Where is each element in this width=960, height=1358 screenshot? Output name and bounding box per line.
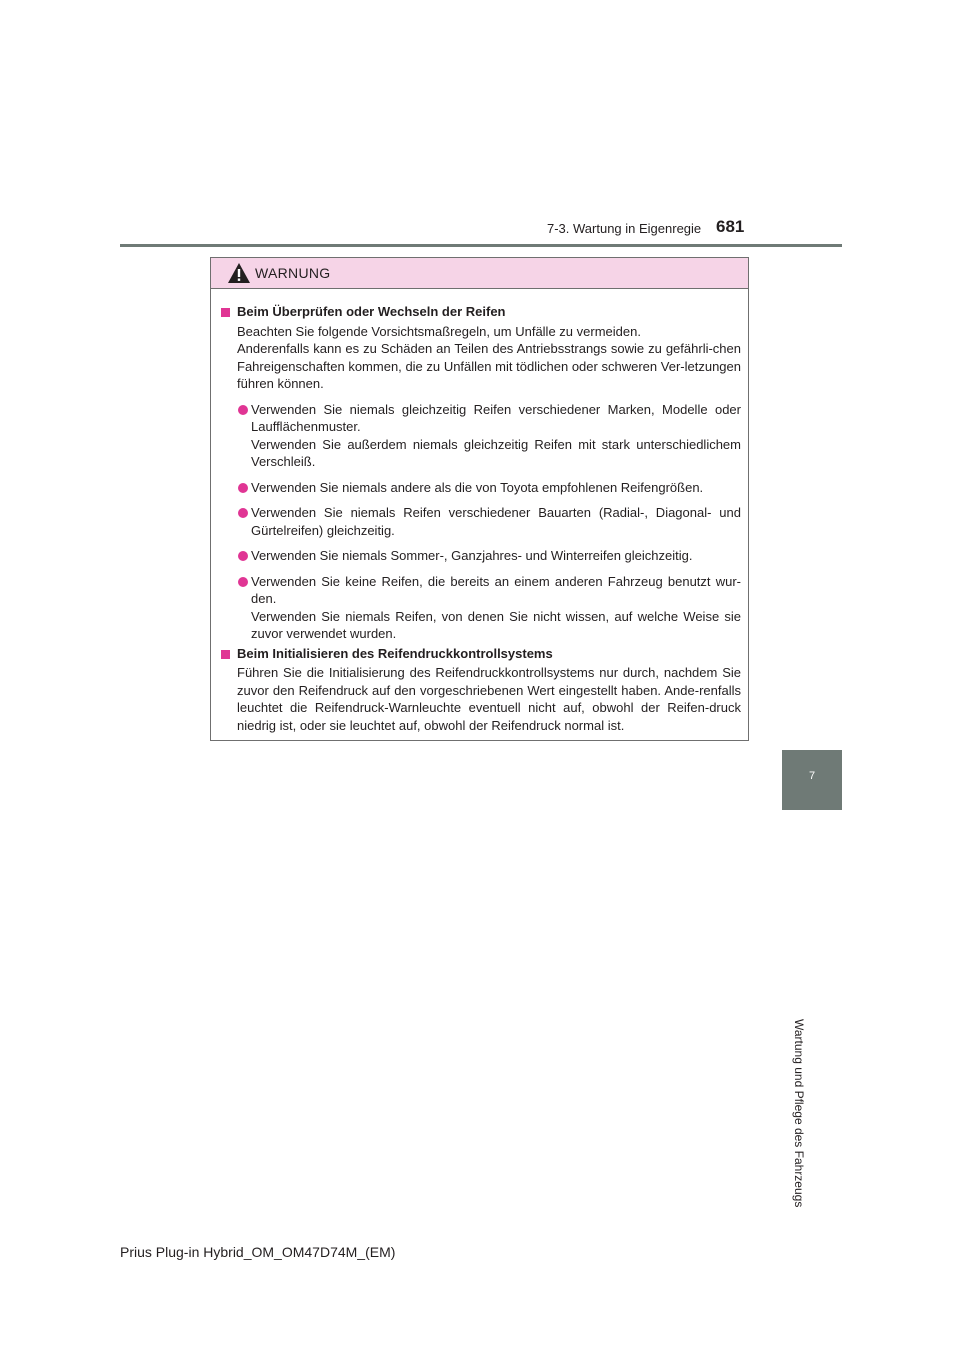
round-bullet-icon bbox=[238, 577, 248, 587]
chapter-title: Wartung und Pflege des Fahrzeugs bbox=[792, 1019, 806, 1208]
list-item bbox=[219, 504, 741, 539]
warning-header bbox=[211, 258, 748, 289]
list-item-line: Verwenden Sie außerdem niemals gleichzeitig Reifen mit stark unterschiedlichem Verschleiß. bbox=[251, 436, 741, 469]
section-heading-text: Beim Initialisieren des Reifendruckkontrollsystems bbox=[237, 645, 553, 661]
round-bullet-icon bbox=[238, 405, 248, 415]
list-item-line: Verwenden Sie niemals gleichzeitig Reifen verschiedener Marken, Modelle oder Laufflächenmuster. bbox=[251, 401, 741, 434]
list-item-line: Verwenden Sie keine Reifen, die bereits an einem anderen Fahrzeug benutzt wur-den. bbox=[251, 573, 741, 606]
header-section-title: 7-3. Wartung in Eigenregie bbox=[547, 221, 702, 236]
square-bullet-icon bbox=[221, 650, 230, 659]
list-item bbox=[219, 479, 741, 497]
round-bullet-icon bbox=[238, 508, 248, 518]
list-item bbox=[219, 573, 741, 643]
chapter-number: 7 bbox=[808, 770, 816, 782]
paragraph-line: Beachten Sie folgende Vorsichtsmaßregeln, um Unfälle zu vermeiden. bbox=[237, 323, 641, 339]
paragraph-line: Anderenfalls kann es zu Schäden an Teilen des Antriebsstrangs sowie zu gefährli-chen Fahreigenschaften kommen, die zu Unfällen mit tödlichen oder schweren Ver-letzungen führen können. bbox=[237, 341, 741, 391]
section-heading-text: Beim Überprüfen oder Wechseln der Reifen bbox=[237, 304, 506, 319]
square-bullet-icon bbox=[221, 308, 230, 317]
warning-box bbox=[210, 257, 749, 741]
list-item-line: Verwenden Sie niemals Sommer-, Ganzjahres- und Winterreifen gleichzeitig. bbox=[251, 548, 693, 563]
list-item-line: Verwenden Sie niemals andere als die von Toyota empfohlenen Reifengrößen. bbox=[251, 479, 704, 495]
list-item-line: Verwenden Sie niemals Reifen verschiedener Bauarten (Radial-, Diagonal- und Gürtelreifen) gleichzeitig. bbox=[251, 505, 741, 538]
list-item-line: Verwenden Sie niemals Reifen, von denen Sie nicht wissen, auf welche Weise sie zuvor verwendet wurden. bbox=[251, 608, 741, 641]
round-bullet-icon bbox=[238, 551, 248, 561]
round-bullet-icon bbox=[238, 483, 248, 493]
section-heading-tires bbox=[219, 303, 741, 321]
page-number: 681 bbox=[716, 217, 745, 236]
warning-body bbox=[211, 289, 748, 734]
header-rule bbox=[120, 244, 842, 247]
footer-document-id: Prius Plug-in Hybrid_OM_OM47D74M_(EM) bbox=[120, 1244, 396, 1260]
section-paragraph bbox=[219, 664, 741, 734]
section-heading-tpms bbox=[219, 645, 741, 663]
list-item bbox=[219, 401, 741, 471]
section-paragraph bbox=[219, 323, 741, 393]
list-item bbox=[219, 547, 741, 565]
warning-triangle-icon bbox=[227, 262, 251, 284]
warning-title: WARNUNG bbox=[255, 265, 331, 281]
paragraph-line: Führen Sie die Initialisierung des Reifendruckkontrollsystems nur durch, nachdem Sie zuvor den Reifendruck auf den vorgeschriebenen Wert eingestellt haben. Ande-renfalls leuchtet die Reifendruck-Warnleuchte eventuell nicht auf, obwohl der Reifen-druck niedrig ist, oder sie leuchtet auf, obwohl der Reifendruck normal ist. bbox=[237, 665, 741, 733]
chapter-tab bbox=[782, 750, 842, 810]
